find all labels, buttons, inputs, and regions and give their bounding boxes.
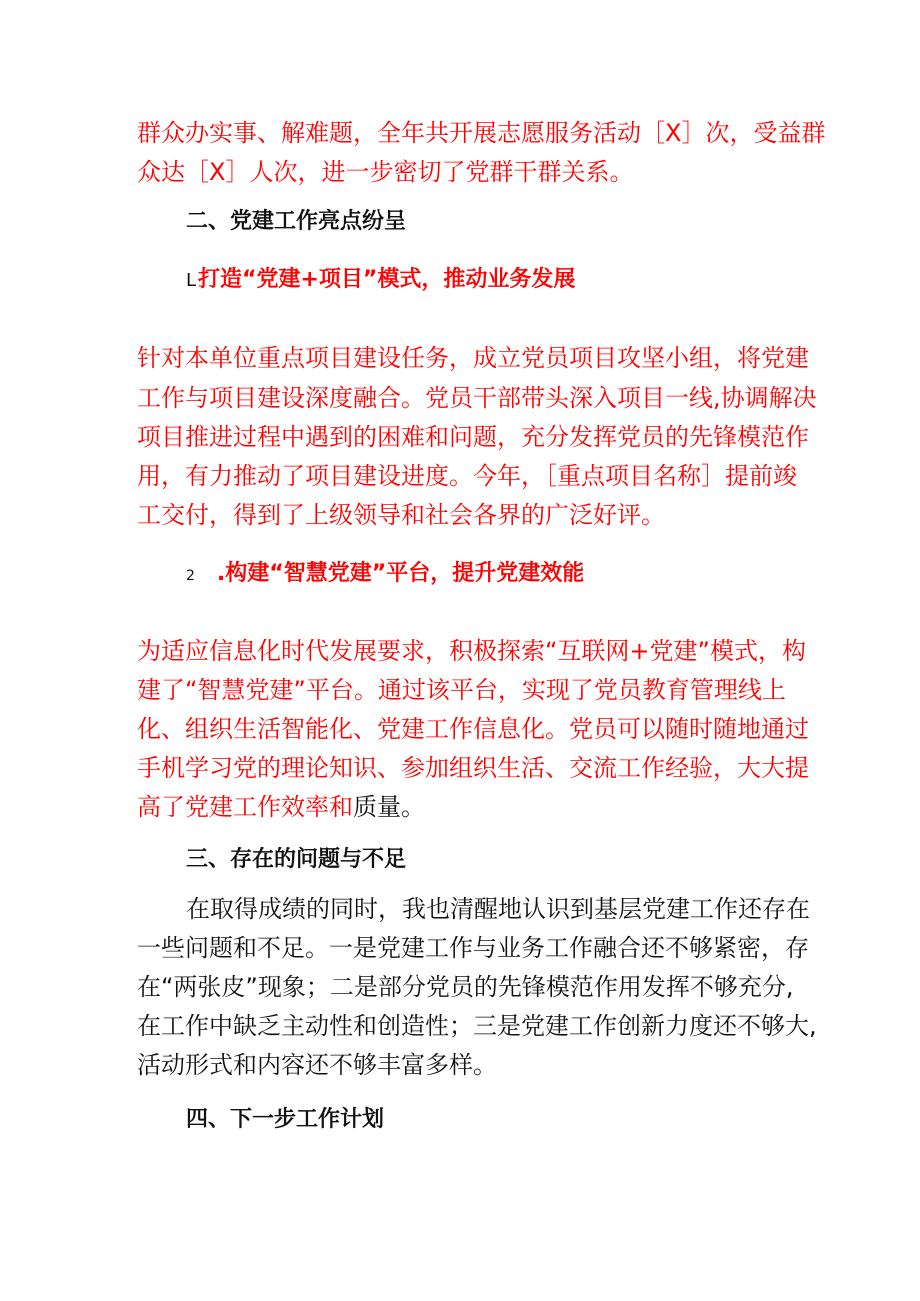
para2-line2: 工作与项目建设深度融合。党员干部带头深入项目一线,协调解决 <box>137 384 817 412</box>
para2-line3: 项目推进过程中遇到的困难和问题，充分发挥党员的先锋模范作 <box>137 423 809 451</box>
subheading-1-number: L <box>186 270 197 291</box>
para3-line1: 为适应信息化时代发展要求，积极探索“互联网+党建”模式，构 <box>137 637 806 665</box>
subheading-1-title: 打造“党建+项目”模式，推动业务发展 <box>198 267 576 292</box>
section-heading-2: 二、党建工作亮点纷呈 <box>186 209 407 234</box>
para3-line5-red: 高了党建工作效率和 <box>137 793 353 821</box>
para3-line5 <box>137 790 425 824</box>
para4-line2: 一些问题和不足。一是党建工作与业务工作融合还不够紧密，存 <box>137 934 809 962</box>
para2-line4: 用，有力推动了项目建设进度。今年，［重点项目名称］提前竣 <box>137 462 797 490</box>
section-heading-4: 四、下一步工作计划 <box>186 1107 385 1132</box>
para4-line4: 在工作中缺乏主动性和创造性；三是党建工作创新力度还不够大, <box>137 1012 817 1040</box>
para4-line3: 在“两张皮”现象；二是部分党员的先锋模范作用发挥不够充分, <box>137 973 794 1001</box>
para1-line2: 众达［X］人次，进一步密切了党群干群关系。 <box>137 158 634 186</box>
para3-line2: 建了“智慧党建”平台。通过该平台，实现了党员教育管理线上 <box>137 676 786 704</box>
para4-line1: 在取得成绩的同时，我也清醒地认识到基层党建工作还存在 <box>186 895 810 923</box>
section-heading-3: 三、存在的问题与不足 <box>186 847 407 872</box>
subheading-2-number: 2 <box>186 568 195 584</box>
para3-line3: 化、组织生活智能化、党建工作信息化。党员可以随时随地通过 <box>137 715 809 743</box>
subheading-2 <box>186 557 584 593</box>
para3-line5-black: 质量。 <box>353 793 425 821</box>
para1-line1: 群众办实事、解难题，全年共开展志愿服务活动［X］次，受益群 <box>137 119 826 147</box>
para4-line5: 活动形式和内容还不够丰富多样。 <box>137 1051 497 1079</box>
subheading-2-title: .构建“智慧党建”平台，提升党建效能 <box>216 561 585 586</box>
subheading-1 <box>186 263 575 298</box>
para2-line1: 针对本单位重点项目建设任务，成立党员项目攻坚小组，将党建 <box>137 344 809 372</box>
para2-line5: 工交付，得到了上级领导和社会各界的广泛好评。 <box>137 501 665 529</box>
para3-line4: 手机学习党的理论知识、参加组织生活、交流工作经验，大大提 <box>137 754 809 782</box>
